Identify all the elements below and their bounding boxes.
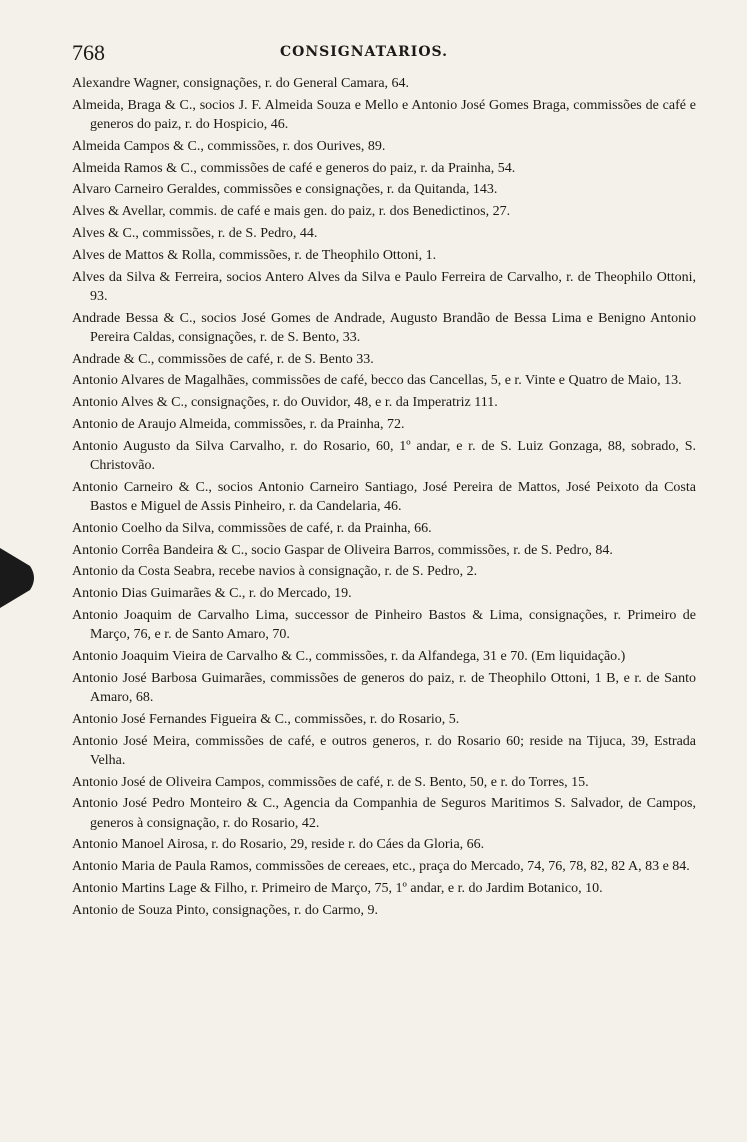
entry: Antonio Carneiro & C., socios Antonio Carneiro Santiago, José Pereira de Mattos, José Peixoto da Costa Bastos e Miguel de Assis Pinheiro, r. da Candelaria, 46. [72,479,696,514]
entry: Alves & C., commissões, r. de S. Pedro, 44. [72,225,318,241]
entry: Almeida Campos & C., commissões, r. dos Ourives, 89. [72,138,386,154]
entry: Antonio Alvares de Magalhães, commissões de café, becco das Cancellas, 5, e r. Vinte e Quatro de Maio, 13. [72,373,682,389]
entry: Antonio Corrêa Bandeira & C., socio Gaspar de Oliveira Barros, commissões, r. de S. Pedro, 84. [72,542,613,558]
page-edge-shadow [0,548,40,608]
entry: Antonio Dias Guimarães & C., r. do Mercado, 19. [72,586,352,602]
page-number: 768 [72,40,105,65]
entry-list [72,74,696,923]
entry: Almeida Ramos & C., commissões de café e generos do paiz, r. da Prainha, 54. [72,160,516,176]
entry: Antonio de Souza Pinto, consignações, r. do Carmo, 9. [72,902,379,918]
entry: Andrade Bessa & C., socios José Gomes de Andrade, Augusto Brandão de Bessa Lima e Benigno Antonio Pereira Caldas, consignações, r. de S. Bento, 33. [72,310,696,345]
entry: Alexandre Wagner, consignações, r. do General Camara, 64. [72,76,410,91]
entry: Antonio Alves & C., consignações, r. do Ouvidor, 48, e r. da Imperatriz 111. [72,395,498,411]
entry: Antonio de Araujo Almeida, commissões, r. da Prainha, 72. [72,416,405,432]
entry: Alvaro Carneiro Geraldes, commissões e consignações, r. da Quitanda, 143. [72,182,498,198]
entry: Antonio José Pedro Monteiro & C., Agencia da Companhia de Seguros Maritimos S. Salvador, de Campos, generos à consignação, r. do Rosario, 42. [72,796,696,831]
entry: Antonio José Fernandes Figueira & C., commissões, r. do Rosario, 5. [72,711,460,727]
entry: Antonio Joaquim de Carvalho Lima, successor de Pinheiro Bastos & Lima, consignações, r. Primeiro de Março, 76, e r. de Santo Amaro, 70. [72,607,696,643]
entry: Andrade & C., commissões de café, r. de S. Bento 33. [72,351,374,367]
entry: Alves & Avellar, commis. de café e mais gen. do paiz, r. dos Benedictinos, 27. [72,204,511,220]
entry: Antonio Manoel Airosa, r. do Rosario, 29, reside r. do Cáes da Gloria, 66. [72,837,485,853]
entry: Antonio Coelho da Silva, commissões de café, r. da Prainha, 66. [72,520,432,536]
entry: Antonio Augusto da Silva Carvalho, r. do Rosario, 60, 1º andar, e r. de S. Luiz Gonzaga, 88, sobrado, S. Christovão. [72,438,696,473]
entry: Alves de Mattos & Rolla, commissões, r. de Theophilo Ottoni, 1. [72,247,437,263]
entry: Antonio da Costa Seabra, recebe navios à consignação, r. de S. Pedro, 2. [72,564,478,580]
entry: Almeida, Braga & C., socios J. F. Almeida Souza e Mello e Antonio José Gomes Braga, commissões de café e generos do paiz, r. do Hospicio, 46. [72,97,696,132]
entry: Antonio Maria de Paula Ramos, commissões de cereaes, etc., praça do Mercado, 74, 76, 78, 82, 82 A, 83 e 84. [72,859,690,875]
entry: Antonio José de Oliveira Campos, commissões de café, r. de S. Bento, 50, e r. do Torres, 15. [72,774,589,790]
entry: Alves da Silva & Ferreira, socios Antero Alves da Silva e Paulo Ferreira de Carvalho, r. de Theophilo Ottoni, 93. [72,269,696,304]
entry: Antonio Martins Lage & Filho, r. Primeiro de Março, 75, 1º andar, e r. do Jardim Botanico, 10. [72,880,603,896]
entry: Antonio José Meira, commissões de café, e outros generos, r. do Rosario 60; reside na Tijuca, 39, Estrada Velha. [72,733,696,768]
page-header [60,40,700,70]
entry: Antonio Joaquim Vieira de Carvalho & C., commissões, r. da Alfandega, 31 e 70. (Em liquidação.) [72,648,626,664]
entry: Antonio José Barbosa Guimarães, commissões de generos do paiz, r. de Theophilo Ottoni, 1 B, e r. de Santo Amaro, 68. [72,670,696,705]
section-title: CONSIGNATARIOS. [280,44,449,60]
